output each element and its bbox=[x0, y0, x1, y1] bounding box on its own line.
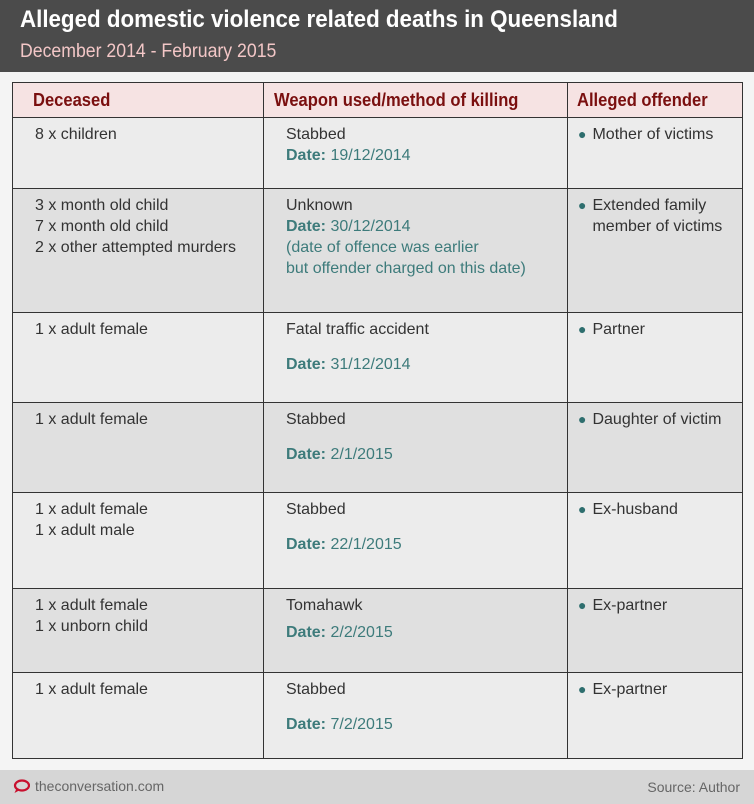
weapon-method: Stabbed bbox=[286, 126, 346, 143]
table-row bbox=[13, 189, 743, 313]
date-line bbox=[286, 622, 567, 643]
weapon-method: Stabbed bbox=[286, 681, 346, 698]
page-title: Alleged domestic violence related deaths in Queensland bbox=[20, 6, 618, 33]
offender-text bbox=[592, 409, 721, 430]
date-label: Date: bbox=[286, 446, 327, 463]
date-line bbox=[286, 216, 567, 237]
deceased-entry: 1 x adult female bbox=[35, 681, 148, 698]
deceased-cell bbox=[13, 493, 264, 589]
speech-bubble-icon bbox=[13, 779, 30, 794]
offender-text bbox=[592, 319, 644, 340]
bullet-icon: ● bbox=[578, 597, 587, 613]
offender-cell bbox=[568, 493, 743, 589]
deceased-entry: 3 x month old child bbox=[35, 197, 169, 214]
deceased-entry: 1 x adult female bbox=[35, 501, 148, 518]
date-note: (date of offence was earlier bbox=[286, 239, 479, 256]
date-note: but offender charged on this date) bbox=[286, 260, 526, 277]
weapon-cell bbox=[264, 118, 568, 189]
deceased-entry: 7 x month old child bbox=[35, 218, 169, 235]
deceased-cell bbox=[13, 313, 264, 403]
date-line bbox=[286, 354, 567, 375]
date-line bbox=[286, 714, 567, 735]
weapon-method: Stabbed bbox=[286, 411, 346, 428]
deceased-entry: 1 x adult female bbox=[35, 597, 148, 614]
date-line bbox=[286, 145, 567, 166]
offender-item bbox=[578, 595, 742, 616]
header bbox=[0, 0, 754, 72]
date-value: 31/12/2014 bbox=[330, 356, 411, 373]
weapon-cell bbox=[264, 589, 568, 673]
bullet-icon: ● bbox=[578, 126, 587, 142]
offender-text bbox=[592, 499, 677, 520]
date-label: Date: bbox=[286, 147, 327, 164]
weapon-cell bbox=[264, 189, 568, 313]
date-line bbox=[286, 534, 567, 555]
brand bbox=[13, 778, 164, 794]
offender-text bbox=[592, 679, 667, 700]
deceased-entry: 1 x adult male bbox=[35, 522, 135, 539]
offender-item bbox=[578, 409, 742, 430]
deceased-cell bbox=[13, 403, 264, 493]
weapon-cell bbox=[264, 313, 568, 403]
offender-cell bbox=[568, 313, 743, 403]
offender-label: member of victims bbox=[592, 218, 723, 235]
date-line bbox=[286, 444, 567, 465]
table-row bbox=[13, 313, 743, 403]
deceased-cell bbox=[13, 118, 264, 189]
date-value: 30/12/2014 bbox=[330, 218, 411, 235]
date-label: Date: bbox=[286, 536, 327, 553]
deceased-cell bbox=[13, 673, 264, 759]
date-value: 7/2/2015 bbox=[330, 716, 393, 733]
table-row bbox=[13, 118, 743, 189]
bullet-icon: ● bbox=[578, 321, 587, 337]
deceased-cell bbox=[13, 589, 264, 673]
offender-item bbox=[578, 319, 742, 340]
date-label: Date: bbox=[286, 716, 327, 733]
offender-label: Extended family bbox=[592, 197, 707, 214]
footer bbox=[0, 770, 754, 804]
offender-text bbox=[592, 595, 667, 616]
source-credit: Source: Author bbox=[647, 779, 740, 795]
table-row bbox=[13, 589, 743, 673]
offender-text bbox=[592, 124, 713, 145]
offender-cell bbox=[568, 189, 743, 313]
table-row bbox=[13, 673, 743, 759]
deceased-entry: 1 x adult female bbox=[35, 411, 148, 428]
offender-item bbox=[578, 499, 742, 520]
offender-cell bbox=[568, 403, 743, 493]
weapon-method: Stabbed bbox=[286, 501, 346, 518]
bullet-icon: ● bbox=[578, 681, 587, 697]
offender-cell bbox=[568, 118, 743, 189]
deceased-entry: 2 x other attempted murders bbox=[35, 239, 236, 256]
offender-label: Partner bbox=[592, 321, 645, 338]
page-subtitle: December 2014 - February 2015 bbox=[20, 41, 277, 62]
date-value: 22/1/2015 bbox=[330, 536, 402, 553]
brand-label: theconversation.com bbox=[35, 778, 165, 794]
weapon-cell bbox=[264, 493, 568, 589]
deceased-entry: 1 x unborn child bbox=[35, 618, 148, 635]
weapon-method: Unknown bbox=[286, 197, 353, 214]
offender-label: Mother of victims bbox=[592, 126, 714, 143]
offender-label: Ex-partner bbox=[592, 597, 668, 614]
date-label: Date: bbox=[286, 218, 327, 235]
offender-label: Ex-partner bbox=[592, 681, 668, 698]
deceased-cell bbox=[13, 189, 264, 313]
date-label: Date: bbox=[286, 624, 327, 641]
column-header-offender: Alleged offender bbox=[568, 83, 743, 118]
date-value: 19/12/2014 bbox=[330, 147, 411, 164]
weapon-method: Tomahawk bbox=[286, 597, 363, 614]
column-header-weapon: Weapon used/method of killing bbox=[264, 83, 568, 118]
offender-item bbox=[578, 195, 742, 237]
weapon-cell bbox=[264, 673, 568, 759]
bullet-icon: ● bbox=[578, 197, 587, 213]
offender-item bbox=[578, 679, 742, 700]
deaths-table bbox=[12, 82, 743, 759]
column-header-deceased: Deceased bbox=[13, 83, 264, 118]
table-header-row bbox=[13, 83, 743, 118]
offender-cell bbox=[568, 589, 743, 673]
date-value: 2/1/2015 bbox=[330, 446, 393, 463]
offender-item bbox=[578, 124, 742, 145]
table-row bbox=[13, 493, 743, 589]
table-row bbox=[13, 403, 743, 493]
deceased-entry: 8 x children bbox=[35, 126, 117, 143]
offender-text bbox=[592, 195, 722, 237]
bullet-icon: ● bbox=[578, 411, 587, 427]
offender-label: Ex-husband bbox=[592, 501, 678, 518]
deceased-entry: 1 x adult female bbox=[35, 321, 148, 338]
weapon-method: Fatal traffic accident bbox=[286, 321, 429, 338]
bullet-icon: ● bbox=[578, 501, 587, 517]
offender-label: Daughter of victim bbox=[592, 411, 722, 428]
date-label: Date: bbox=[286, 356, 327, 373]
date-value: 2/2/2015 bbox=[330, 624, 393, 641]
weapon-cell bbox=[264, 403, 568, 493]
offender-cell bbox=[568, 673, 743, 759]
